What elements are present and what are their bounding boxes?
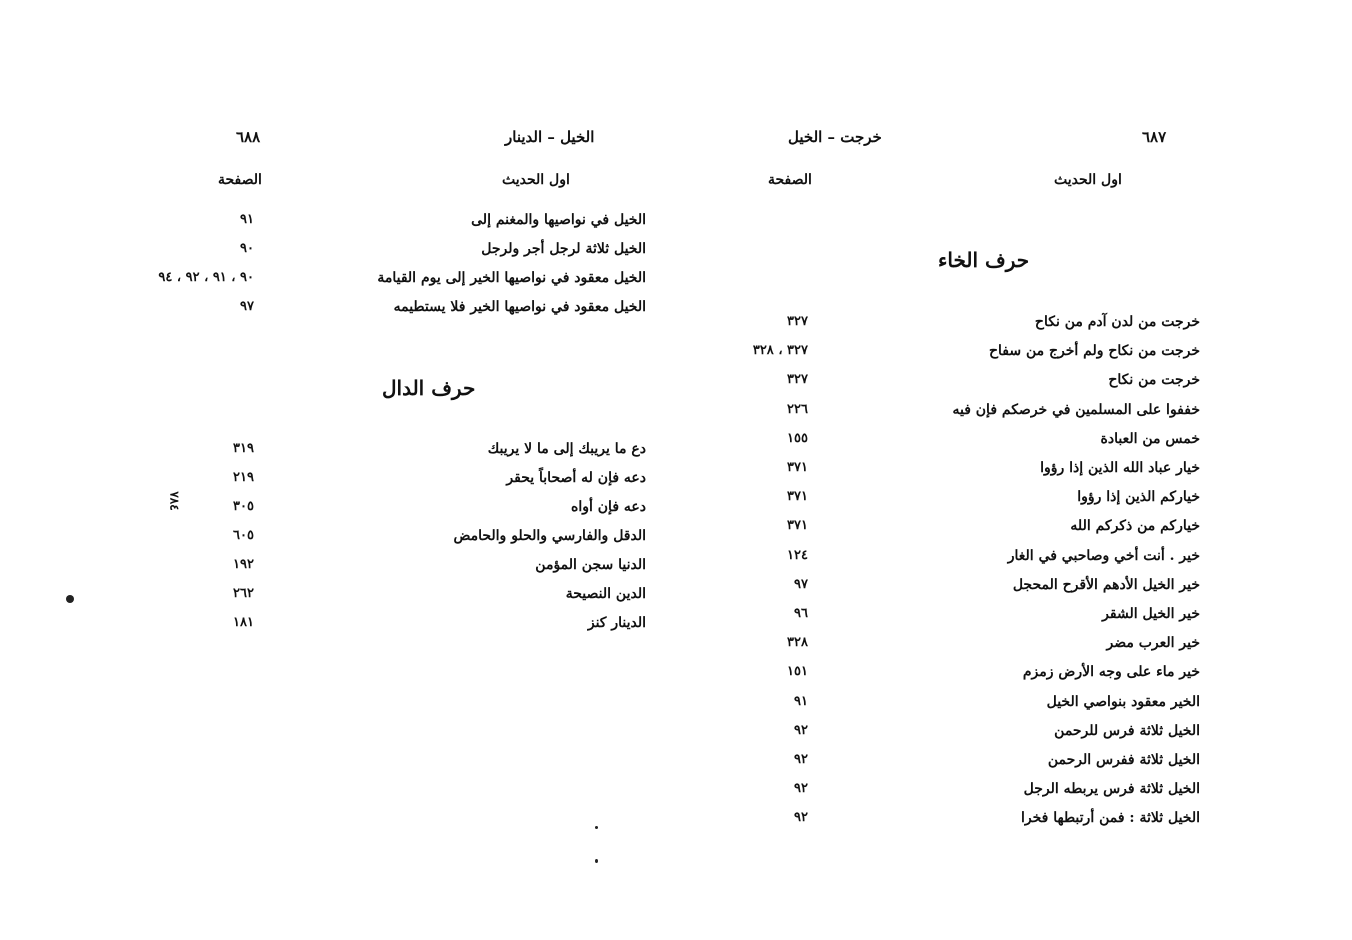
index-entry xyxy=(200,615,646,643)
scan-speck xyxy=(595,826,598,829)
page-ref: ٩٠ ، ٩١ ، ٩٢ ، ٩٤ xyxy=(158,270,254,285)
hadith-text: دع ما يريبك إلى ما لا يريبك xyxy=(487,441,646,457)
hadith-text: خياركم من ذكركم الله xyxy=(1070,518,1200,535)
index-entry xyxy=(200,212,646,240)
column-header-page: الصفحة xyxy=(768,172,812,188)
index-entry xyxy=(760,810,1200,838)
index-entry xyxy=(760,752,1200,780)
page-ref: ١٥١ xyxy=(787,664,808,680)
index-entry xyxy=(760,460,1200,488)
page-ref: ٣٠٥ xyxy=(233,499,254,514)
page-ref: ٩١ xyxy=(240,212,254,227)
page-ref: ١٨١ xyxy=(233,615,254,630)
page-number: ٦٨٧ xyxy=(1142,128,1167,146)
index-entry xyxy=(760,314,1200,342)
hadith-text: الخيل في نواصيها والمغنم إلى xyxy=(471,212,646,228)
index-entry xyxy=(200,586,646,614)
index-entry xyxy=(760,664,1200,692)
page-ref: ٩٧ xyxy=(794,576,808,592)
index-entry xyxy=(200,241,646,269)
hadith-text: خياركم الذين إذا رؤوا xyxy=(1077,489,1200,506)
page-ref: ٩٦ xyxy=(794,606,808,621)
index-entry xyxy=(760,431,1200,459)
index-entry xyxy=(760,635,1200,663)
hadith-text: خرجت من لدن آدم من نكاح xyxy=(1034,314,1200,330)
hadith-text: الدين النصيحة xyxy=(565,586,646,602)
scan-speck xyxy=(66,595,74,603)
index-entry xyxy=(760,489,1200,517)
page-ref: ٩٢ xyxy=(794,810,808,826)
hadith-text: خير الخيل الشقر xyxy=(1102,606,1200,622)
hadith-text: الدينار كنز xyxy=(587,615,646,631)
section-title: حرف الخاء xyxy=(938,248,1030,272)
index-entry xyxy=(760,694,1200,722)
running-title: خرجت – الخيل xyxy=(788,128,882,146)
right-page xyxy=(680,0,1352,940)
index-entry xyxy=(760,577,1200,605)
index-entry xyxy=(752,343,1200,371)
scan-speck xyxy=(595,859,598,863)
hadith-text: خير العرب مضر xyxy=(1106,635,1200,652)
page-ref: ٩٢ xyxy=(794,752,808,767)
page-ref: ٢٦٢ xyxy=(233,586,254,601)
index-entry xyxy=(760,372,1200,400)
hadith-text: الخيل ثلاثة فرس يربطه الرجل xyxy=(1023,781,1200,798)
hadith-text: خير . أنت أخي وصاحبي في الغار xyxy=(1007,547,1200,564)
hadith-text: خففوا على المسلمين في خرصكم فإن فيه xyxy=(952,401,1200,418)
hadith-text: الخيل ثلاثة ففرس الرحمن xyxy=(1047,752,1200,768)
page-ref: ٣٢٧ ، ٣٢٨ xyxy=(752,343,808,359)
page-ref: ٣٢٧ xyxy=(787,314,808,329)
index-entry xyxy=(200,441,646,469)
page-ref: ٩٧ xyxy=(240,299,254,314)
hadith-text: خرجت من نكاح ولم أخرج من سفاح xyxy=(988,343,1200,360)
page-ref: ٣١٩ xyxy=(233,441,254,456)
page-ref: ١٥٥ xyxy=(787,430,808,446)
hadith-text: الدقل والفارسي والحلو والحامض xyxy=(453,528,646,544)
hadith-text: الخيل ثلاثة : فمن أرتبطها فخرا xyxy=(1021,810,1200,827)
index-entry xyxy=(760,548,1200,576)
hadith-text: الخيل معقود في نواصيها الخير فلا يستطيمه xyxy=(393,299,646,315)
hadith-text: خيار عباد الله الذين إذا رؤوا xyxy=(1040,460,1200,476)
page-number: ٦٨٨ xyxy=(236,128,261,146)
index-entry xyxy=(760,402,1200,430)
hadith-text: الخيل ثلاثة فرس للرحمن xyxy=(1054,722,1200,739)
index-entry xyxy=(200,299,646,327)
hadith-text: دعه فإن له أصحاباً يحقر xyxy=(506,470,646,486)
page-ref: ٣٢٧ xyxy=(787,372,808,388)
page-ref: ٩٢ xyxy=(794,781,808,797)
hadith-text: خير الخيل الأدهم الأقرح المحجل xyxy=(1012,576,1200,593)
hadith-text: دعه فإن أواه xyxy=(571,499,646,515)
hadith-text: الدنيا سجن المؤمن xyxy=(535,557,646,573)
page-ref: ٢٢٦ xyxy=(787,401,808,417)
hadith-text: الخيل ثلاثة لرجل أجر ولرجل xyxy=(481,241,646,257)
page-ref: ٩١ xyxy=(794,693,808,709)
index-entry xyxy=(760,518,1200,546)
hadith-text: الخيل معقود في نواصيها الخير إلى يوم القيامة xyxy=(377,270,646,286)
index-entry xyxy=(760,723,1200,751)
index-entry xyxy=(200,528,646,556)
page-ref: ٢١٩ xyxy=(233,470,254,485)
hadith-text: خرجت من نكاح xyxy=(1108,372,1200,389)
index-entry xyxy=(200,499,646,527)
page-ref: ١٢٤ xyxy=(787,547,808,563)
index-entry xyxy=(760,606,1200,634)
column-header-hadith: اول الحديث xyxy=(502,172,570,188)
page-ref: ٣٧١ xyxy=(787,489,808,505)
page-ref: ٩٠ xyxy=(240,241,254,256)
column-header-page: الصفحة xyxy=(218,172,262,188)
page-ref: ٩٢ xyxy=(794,722,808,738)
margin-mark: ٧٨٤ xyxy=(167,491,182,511)
hadith-text: خمس من العبادة xyxy=(1100,430,1200,447)
index-entry xyxy=(760,781,1200,809)
page-ref: ٣٢٨ xyxy=(787,635,808,651)
hadith-text: الخير معقود بنواصي الخيل xyxy=(1046,693,1200,710)
section-title: حرف الدال xyxy=(382,376,476,400)
index-entry xyxy=(158,270,646,298)
page-ref: ٣٧١ xyxy=(787,518,808,534)
hadith-text: خير ماء على وجه الأرض زمزم xyxy=(1022,664,1200,681)
running-title: الخيل – الدينار xyxy=(505,128,595,146)
index-entry xyxy=(200,557,646,585)
column-header-hadith: اول الحديث xyxy=(1054,172,1122,188)
page-ref: ٣٧١ xyxy=(787,460,808,475)
index-entry xyxy=(200,470,646,498)
page-ref: ٦٠٥ xyxy=(233,528,254,543)
page-ref: ١٩٢ xyxy=(233,557,254,572)
